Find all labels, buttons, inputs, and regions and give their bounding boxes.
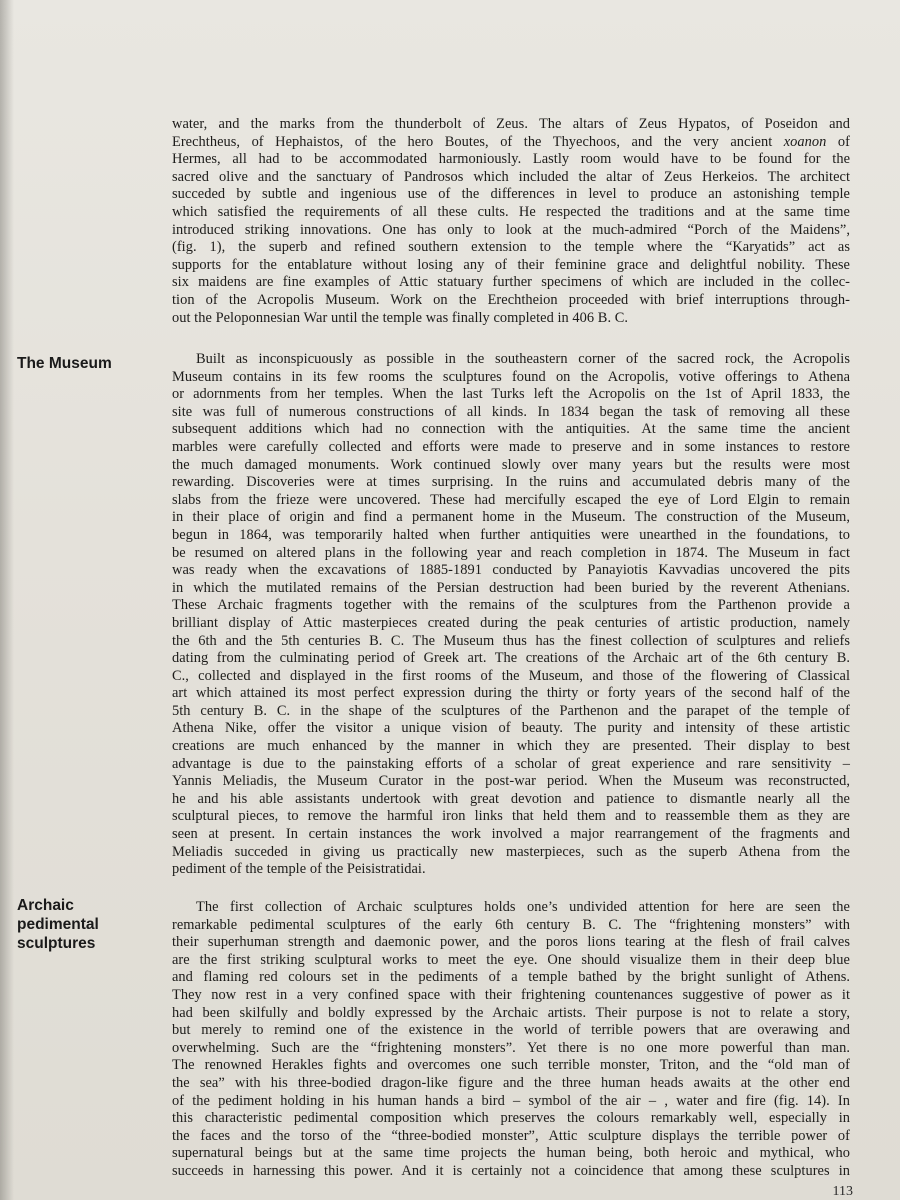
text-line: are the first striking sculptural works to meet the eye. One should visualize them in their deep blue: [172, 951, 850, 968]
text-line: dating from the culminating period of Greek art. The creations of the Archaic art of the 6th century B.: [172, 650, 850, 667]
text-line: begun in 1864, was temporarily halted when further antiquities were unearthed in the foundations, to: [172, 526, 850, 543]
section-heading-archaic-pedimental-sculptures: [17, 896, 127, 953]
text-line: marbles were carefully collected and efforts were made to preserve and in some instances to restore: [172, 438, 850, 455]
text-line: or adornments from her temples. When the last Turks left the Acropolis on the 1st of April 1833, the: [172, 386, 850, 403]
text-line: seen at present. In certain instances the work involved a major rearrangement of the fragments and: [172, 826, 850, 843]
text-line: was ready when the excavations of 1885-1891 conducted by Panayiotis Kavvadias uncovered the pits: [172, 562, 850, 579]
text-line: out the Peloponnesian War until the temple was finally completed in 406 B. C.: [172, 309, 629, 326]
text-line: tion of the Acropolis Museum. Work on the Erechtheion proceeded with brief interruptions through-: [172, 291, 850, 308]
text-line: advantage is due to the painstaking efforts of a scholar of great experience and rare sensitivity –: [172, 755, 850, 772]
text-line: but merely to remind one of the existence in the world of terrible powers that are overawing and: [172, 1022, 850, 1039]
text-line: succeeds in harnessing this power. And it is certainly not a coincidence that among these sculptures in: [172, 1162, 850, 1179]
text-line: water, and the marks from the thunderbolt of Zeus. The altars of Zeus Hypatos, of Poseidon and: [172, 116, 850, 132]
text-line: sacred olive and the sanctuary of Pandrosos which included the altar of Zeus Herkeios. The architect: [172, 168, 850, 185]
text-line: the 6th and the 5th centuries B. C. The Museum thus has the finest collection of sculptures and reliefs: [172, 632, 850, 649]
text-line: the sea” with his three-bodied dragon-like figure and the three human heads awaits at the other end: [172, 1074, 850, 1091]
text-line: had been skilfully and boldly expressed by the Archaic artists. Their purpose is not to relate a story,: [172, 1004, 850, 1021]
text-line: 5th century B. C. in the shape of the sculptures of the Parthenon and the parapet of the temple of: [172, 702, 850, 719]
text-line: brilliant display of Attic masterpieces created during the peak centuries of artistic production, namely: [172, 614, 850, 631]
text-line: of the pediment holding in his human hands a bird – symbol of the air – , water and fire (fig. 14). In: [172, 1092, 850, 1109]
heading-line: sculptures: [17, 935, 96, 952]
text-line: supernatural beings but at the same time projects the human being, both heroic and mythical, who: [172, 1145, 850, 1162]
text-line: be resumed on altered plans in the following year and reach completion in 1874. The Museum in fact: [172, 544, 850, 561]
text-line: rewarding. Discoveries were at times surprising. In the ruins and accumulated debris many of the: [172, 474, 850, 491]
text-line: the much damaged monuments. Work continued slowly over many years but the results were most: [172, 456, 850, 473]
italic-term: xoanon: [783, 133, 827, 150]
text-line: sculptural pieces, to remove the harmful iron links that held them and to reassemble them as they are: [172, 808, 850, 825]
text-line: which satisfied the requirements of all these cults. He respected the traditions and at the same time: [172, 203, 850, 220]
text-line: Museum contains in its few rooms the sculptures found on the Acropolis, votive offerings to Athena: [172, 368, 850, 385]
text-line: The renowned Herakles fights and overcomes one such terrible monster, Triton, and the “old man of: [172, 1057, 850, 1074]
text-line: pediment of the temple of the Peisistratidai.: [172, 861, 426, 878]
text-line: succeded by subtle and ingenious use of the differences in level to produce an astonishing temple: [172, 186, 850, 203]
text-line: These Archaic fragments together with the remains of the sculptures from the Parthenon provide a: [172, 597, 850, 614]
page-binding-shadow: [0, 0, 14, 1200]
text-line: Yannis Meliadis, the Museum Curator in the post-war period. When the Museum was reconstructed,: [172, 773, 850, 790]
text-line: site was full of numerous constructions of all kinds. In 1834 began the task of removing all these: [172, 403, 850, 420]
text-line: (fig. 1), the superb and refined southern extension to the temple where the “Karyatids” act as: [172, 239, 850, 256]
text-line: Meliadis succeded in giving us practically new masterpieces, such as the superb Athena from the: [172, 843, 850, 860]
text-line: and flaming red colours set in the pediments of a temple bathed by the bright sunlight of Athens.: [172, 969, 850, 986]
text-line: this characteristic pedimental composition which preserves the colours remarkably well, especially in: [172, 1110, 850, 1127]
text-line: The first collection of Archaic sculptures holds one’s undivided attention for here are seen the: [196, 899, 850, 915]
page-number: 113: [832, 1184, 853, 1199]
museum-paragraph: [172, 351, 850, 879]
text-line: introduced striking innovations. One has only to look at the much-admired “Porch of the Maidens”,: [172, 221, 850, 238]
text-line: Athena Nike, offer the visitor a unique vision of beauty. The purity and intensity of these artistic: [172, 720, 850, 737]
text-line: he and his able assistants undertook with great devotion and patience to dismantle nearly all the: [172, 790, 850, 807]
text-line: overwhelming. Such are the “frightening monsters”. Yet there is no one more powerful than man.: [172, 1039, 850, 1056]
text-line: six maidens are fine examples of Attic statuary further specimens of which are included in the collec-: [172, 274, 850, 291]
text-line: in which the mutilated remains of the Persian destruction had been buried by the reverent Athenians.: [172, 579, 850, 596]
text-line: creations are much enhanced by the manner in which they are presented. Their display to best: [172, 738, 850, 755]
text-line: art which attained its most perfect expression during the thirty or forty years of the second half of the: [172, 685, 850, 702]
text-line: the faces and the torso of the “three-bodied monster”, Attic sculpture displays the terrible power of: [172, 1127, 850, 1144]
text-line: Built as inconspicuously as possible in the southeastern corner of the sacred rock, the Acropolis: [196, 351, 850, 367]
section-heading-museum: The Museum: [17, 355, 112, 372]
heading-line: Archaic: [17, 897, 74, 914]
text-line: C., collected and displayed in the first rooms of the Museum, and those of the flowering of Classical: [172, 667, 850, 684]
text-line: Hermes, all had to be accommodated harmoniously. Lastly room would have to be found for the: [172, 151, 850, 168]
text-line: their superhuman strength and daemonic power, and the poros lions tearing at the flesh of frail calves: [172, 934, 850, 951]
text-line: remarkable pedimental sculptures of the early 6th century B. C. The “frightening monsters” with: [172, 916, 850, 933]
text-line: Erechtheus, of Hephaistos, of the hero Boutes, of the Thyechoos, and the very ancient xoanon of: [172, 133, 850, 150]
text-line: subsequent additions which had no connection with the antiquities. At the same time the ancient: [172, 421, 850, 438]
heading-line: pedimental: [17, 916, 99, 933]
text-line: They now rest in a very confined space with their frightening countenances suggestive of power as it: [172, 986, 850, 1003]
text-line: supports for the entablature without losing any of their feminine grace and delightful nobility. These: [172, 256, 850, 273]
text-line: in their place of origin and find a permanent home in the Museum. The construction of the Museum,: [172, 509, 850, 526]
erechtheion-paragraph: [172, 116, 850, 327]
archaic-paragraph: [172, 899, 850, 1181]
text-line: slabs from the frieze were uncovered. These had mercifully escaped the eye of Lord Elgin to remain: [172, 491, 850, 508]
